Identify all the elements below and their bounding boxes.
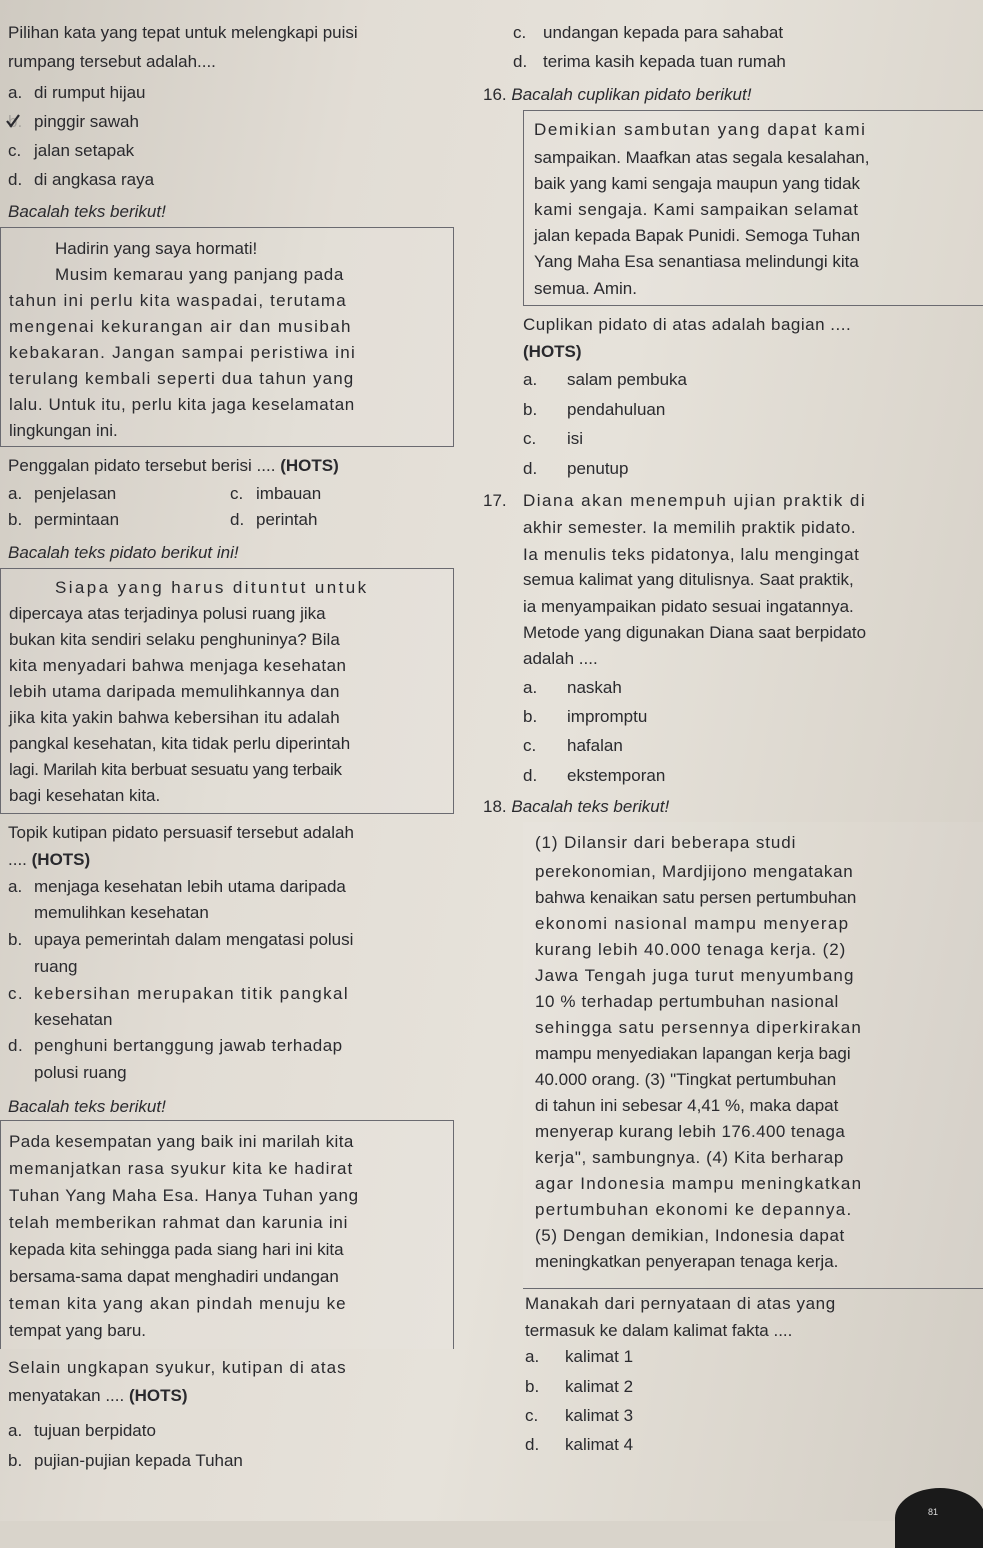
- box-line: bukan kita sendiri selaku penghuninya? Bila: [9, 630, 340, 649]
- option-b[interactable]: b. permintaan: [8, 510, 120, 529]
- option-c[interactable]: c. undangan kepada para sahabat: [513, 23, 784, 42]
- option-a-cont: memulihkan kesehatan: [34, 903, 209, 922]
- box-line: 40.000 orang. (3) "Tingkat pertumbuhan: [535, 1070, 837, 1089]
- box-line: di tahun ini sebesar 4,41 %, maka dapat: [535, 1096, 839, 1115]
- box-line: ekonomi nasional mampu menyerap: [535, 914, 850, 933]
- box-line: menyerap kurang lebih 176.400 tenaga: [535, 1122, 846, 1141]
- speech-box-16: [523, 110, 983, 306]
- option-a[interactable]: a. di rumput hijau: [8, 83, 146, 102]
- box-line: pertumbuhan ekonomi ke depannya.: [535, 1200, 853, 1219]
- option-d[interactable]: d. ekstemporan: [523, 766, 666, 785]
- box-line: Jawa Tengah juga turut menyumbang: [535, 966, 855, 985]
- question-stem-line: Manakah dari pernyataan di atas yang: [525, 1294, 836, 1313]
- question-stem: Penggalan pidato tersebut berisi .... (HOTS): [8, 456, 339, 475]
- option-b-cont: ruang: [34, 957, 78, 976]
- option-d[interactable]: d. perintah: [230, 510, 318, 529]
- question-stem-line: .... (HOTS): [8, 850, 91, 869]
- option-d[interactable]: d. kalimat 4: [525, 1435, 634, 1454]
- box-line: agar Indonesia mampu meningkatkan: [535, 1174, 863, 1193]
- option-c-cont: kesehatan: [34, 1010, 113, 1029]
- box-line: terulang kembali seperti dua tahun yang: [9, 369, 355, 388]
- box-line: meningkatkan penyerapan tenaga kerja.: [535, 1252, 839, 1271]
- box-line: kami sengaja. Kami sampaikan selamat: [534, 200, 859, 219]
- box-line: jalan kepada Bapak Punidi. Semoga Tuhan: [534, 226, 861, 245]
- box-line: sehingga satu persennya diperkirakan: [535, 1018, 862, 1037]
- page-number: 81: [928, 1507, 939, 1517]
- box-line: Musim kemarau yang panjang pada: [55, 265, 344, 284]
- box-line: kepada kita sehingga pada siang hari ini kita: [9, 1240, 344, 1259]
- option-b[interactable]: b. impromptu: [523, 707, 648, 726]
- question-17-line: Ia menulis teks pidatonya, lalu mengingat: [523, 545, 860, 564]
- box-line: tempat yang baru.: [9, 1321, 147, 1340]
- box-line: Siapa yang harus dituntut untuk: [55, 578, 369, 597]
- box-line: telah memberikan rahmat dan karunia ini: [9, 1213, 349, 1232]
- option-b[interactable]: b. pujian-pujian kepada Tuhan: [8, 1451, 243, 1470]
- option-a[interactable]: a. kalimat 1: [525, 1347, 634, 1366]
- box-line: lalu. Untuk itu, perlu kita jaga keselamatan: [9, 395, 355, 414]
- box-line: tahun ini perlu kita waspadai, terutama: [9, 291, 347, 310]
- question-16-header: 16. Bacalah cuplikan pidato berikut!: [483, 85, 752, 104]
- question-stem-line: Topik kutipan pidato persuasif tersebut adalah: [8, 823, 354, 842]
- box-line: lingkungan ini.: [9, 421, 118, 440]
- option-c[interactable]: c. hafalan: [523, 736, 623, 755]
- box-line: baik yang kami sengaja maupun yang tidak: [534, 174, 861, 193]
- text-box-18: [523, 822, 983, 1289]
- box-line: jika kita yakin bahwa kebersihan itu adalah: [9, 708, 340, 727]
- option-d[interactable]: d. terima kasih kepada tuan rumah: [513, 52, 786, 71]
- box-line: Tuhan Yang Maha Esa. Hanya Tuhan yang: [9, 1186, 359, 1205]
- box-line: 10 % terhadap pertumbuhan nasional: [535, 992, 839, 1011]
- box-line: kebakaran. Jangan sampai peristiwa ini: [9, 343, 357, 362]
- instruction-text: Bacalah teks berikut!: [8, 202, 166, 221]
- option-a[interactable]: a. naskah: [523, 678, 622, 697]
- question-18-header: 18. Bacalah teks berikut!: [483, 797, 670, 816]
- box-line: dipercaya atas terjadinya polusi ruang jika: [9, 604, 326, 623]
- box-line: lagi. Marilah kita berbuat sesuatu yang terbaik: [9, 760, 342, 779]
- box-line: bagi kesehatan kita.: [9, 786, 161, 805]
- question-17-line: adalah ....: [523, 649, 598, 668]
- question-stem: Cuplikan pidato di atas adalah bagian ....: [523, 315, 852, 334]
- hots-label: (HOTS): [523, 342, 582, 361]
- box-line: (1) Dilansir dari beberapa studi: [535, 833, 797, 852]
- box-line: mampu menyediakan lapangan kerja bagi: [535, 1044, 851, 1063]
- option-d-cont: polusi ruang: [34, 1063, 127, 1082]
- option-a[interactable]: a. penjelasan: [8, 484, 117, 503]
- box-line: Pada kesempatan yang baik ini marilah kita: [9, 1132, 354, 1151]
- option-d[interactable]: d. di angkasa raya: [8, 170, 155, 189]
- question-17-line: semua kalimat yang ditulisnya. Saat praktik,: [523, 570, 854, 589]
- box-line: lebih utama daripada memulihkannya dan: [9, 682, 340, 701]
- option-b[interactable]: b. pinggir sawah: [8, 112, 139, 131]
- box-line: kita menyadari bahwa menjaga kesehatan: [9, 656, 347, 675]
- box-line: perekonomian, Mardjijono mengatakan: [535, 862, 854, 881]
- option-b[interactable]: b. pendahuluan: [523, 400, 666, 419]
- box-line: semua. Amin.: [534, 279, 637, 298]
- speech-box-1: [0, 227, 454, 447]
- speech-box-3: [0, 1120, 454, 1349]
- question-17-line: ia menyampaikan pidato sesuai ingatannya.: [523, 597, 854, 616]
- option-c[interactable]: c. kalimat 3: [525, 1406, 634, 1425]
- box-line: Hadirin yang saya hormati!: [55, 239, 258, 258]
- option-c[interactable]: c. jalan setapak: [8, 141, 135, 160]
- box-line: bahwa kenaikan satu persen pertumbuhan: [535, 888, 857, 907]
- option-a[interactable]: a. salam pembuka: [523, 370, 688, 389]
- question-stem-line: termasuk ke dalam kalimat fakta ....: [525, 1321, 793, 1340]
- option-b[interactable]: b. upaya pemerintah dalam mengatasi polusi: [8, 930, 354, 949]
- question-stem-line: rumpang tersebut adalah....: [8, 52, 216, 71]
- question-17-line: Metode yang digunakan Diana saat berpidato: [523, 623, 867, 642]
- box-line: Demikian sambutan yang dapat kami: [534, 120, 867, 139]
- box-line: teman kita yang akan pindah menuju ke: [9, 1294, 347, 1313]
- option-a[interactable]: a. tujuan berpidato: [8, 1421, 156, 1440]
- option-a[interactable]: a. menjaga kesehatan lebih utama daripada: [8, 877, 346, 896]
- instruction-text: Bacalah teks berikut!: [8, 1097, 166, 1116]
- box-line: bersama-sama dapat menghadiri undangan: [9, 1267, 339, 1286]
- option-d[interactable]: d. penghuni bertanggung jawab terhadap: [8, 1036, 343, 1055]
- speech-box-2: [0, 568, 454, 814]
- box-line: Yang Maha Esa senantiasa melindungi kita: [534, 252, 859, 271]
- question-stem-line: menyatakan .... (HOTS): [8, 1386, 188, 1405]
- question-17-line: akhir semester. Ia memilih praktik pidato.: [523, 518, 857, 537]
- question-stem-line: Pilihan kata yang tepat untuk melengkapi puisi: [8, 23, 358, 42]
- box-line: pangkal kesehatan, kita tidak perlu diperintah: [9, 734, 351, 753]
- question-17-line: Diana akan menempuh ujian praktik di: [523, 491, 867, 510]
- box-line: (5) Dengan demikian, Indonesia dapat: [535, 1226, 845, 1245]
- box-line: kurang lebih 40.000 tenaga kerja. (2): [535, 940, 847, 959]
- option-c[interactable]: c. isi: [523, 429, 584, 448]
- option-c[interactable]: c. imbauan: [230, 484, 322, 503]
- box-line: kerja", sambungnya. (4) Kita berharap: [535, 1148, 844, 1167]
- question-stem-line: Selain ungkapan syukur, kutipan di atas: [8, 1358, 347, 1377]
- option-d[interactable]: d. penutup: [523, 459, 629, 478]
- page-number-badge: [895, 1488, 983, 1548]
- box-line: sampaikan. Maafkan atas segala kesalahan,: [534, 148, 870, 167]
- option-c[interactable]: c. kebersihan merupakan titik pangkal: [8, 984, 350, 1003]
- instruction-text: Bacalah teks pidato berikut ini!: [8, 543, 239, 562]
- box-line: memanjatkan rasa syukur kita ke hadirat: [9, 1159, 354, 1178]
- option-b[interactable]: b. kalimat 2: [525, 1377, 634, 1396]
- question-17-number: 17.: [483, 491, 507, 510]
- box-line: mengenai kekurangan air dan musibah: [9, 317, 352, 336]
